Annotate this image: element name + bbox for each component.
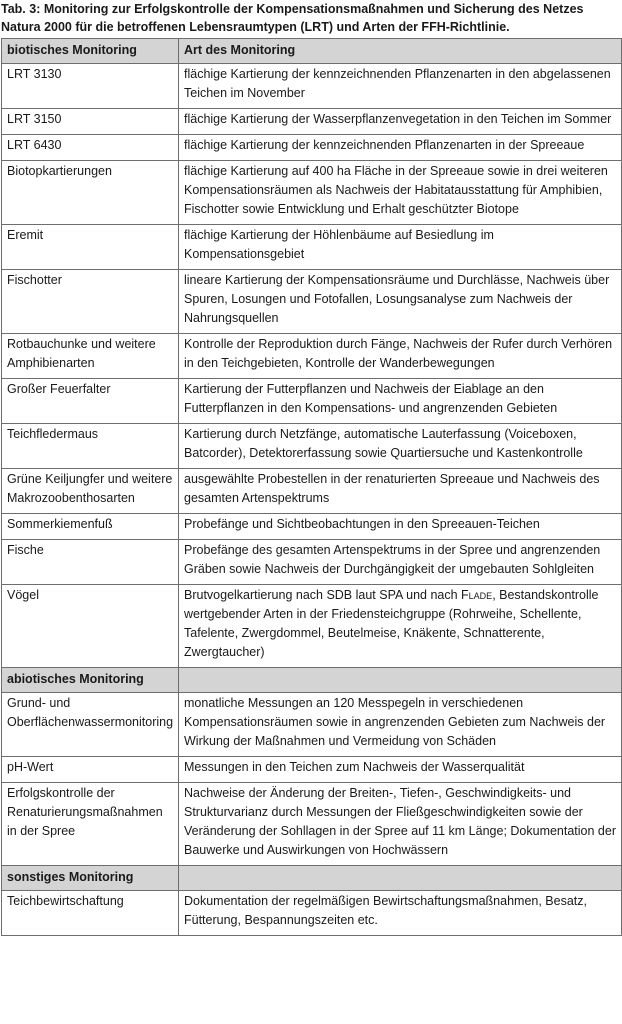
row-subject: Fische	[2, 540, 179, 585]
row-subject: Vögel	[2, 585, 179, 668]
row-method: Probefänge und Sichtbeobachtungen in den Spreeauen-Teichen	[179, 514, 622, 540]
section-header-row	[2, 866, 622, 891]
table-header-row	[2, 39, 622, 64]
row-subject: LRT 3150	[2, 109, 179, 135]
table-row	[2, 270, 622, 334]
row-subject: Biotopkartierungen	[2, 161, 179, 225]
row-subject: Rotbauchunke und weitere Amphibienarten	[2, 334, 179, 379]
section-header-empty	[179, 866, 622, 891]
table-row	[2, 225, 622, 270]
row-subject: Fischotter	[2, 270, 179, 334]
row-method: flächige Kartierung der kennzeichnenden Pflanzenarten in den abgelassenen Teichen im November	[179, 64, 622, 109]
table-row	[2, 693, 622, 757]
section-header-abiotic: abiotisches Monitoring	[2, 668, 179, 693]
row-subject: LRT 6430	[2, 135, 179, 161]
row-subject: Sommerkiemenfuß	[2, 514, 179, 540]
table-row	[2, 469, 622, 514]
section-header-other: sonstiges Monitoring	[2, 866, 179, 891]
row-method: monatliche Messungen an 120 Messpegeln in verschiedenen Kompensationsräumen sowie in angrenzenden Gebieten zum Nachweis der Wirkung der Maßnahmen und Vermeidung von Schäden	[179, 693, 622, 757]
row-method: lineare Kartierung der Kompensationsräume und Durchlässe, Nachweis über Spuren, Losungen und Fotofallen, Losungsanalyse zum Nachweis der Nahrungsquellen	[179, 270, 622, 334]
table-caption: Tab. 3: Monitoring zur Erfolgskontrolle der Kompensationsmaßnahmen und Sicherung des Netzes Natura 2000 für die betroffenen Lebensraumtypen (LRT) und Arten der FFH-Richtlinie.	[1, 2, 584, 34]
row-method: flächige Kartierung auf 400 ha Fläche in der Spreeaue sowie in drei weiteren Kompensationsräumen als Nachweis der Habitatausstattung für Amphibien, Fischotter sowie Entwicklung und Erhalt geschützter Biotope	[179, 161, 622, 225]
table-row	[2, 891, 622, 936]
row-method: flächige Kartierung der Höhlenbäume auf Besiedlung im Kompensationsgebiet	[179, 225, 622, 270]
table-row	[2, 514, 622, 540]
table-row	[2, 64, 622, 109]
table-row	[2, 379, 622, 424]
table-row	[2, 334, 622, 379]
table-row	[2, 757, 622, 783]
section-header-row	[2, 668, 622, 693]
table-row	[2, 135, 622, 161]
row-method: Dokumentation der regelmäßigen Bewirtschaftungsmaßnahmen, Besatz, Fütterung, Bespannungszeiten etc.	[179, 891, 622, 936]
row-method: Kontrolle der Reproduktion durch Fänge, Nachweis der Rufer durch Verhören in den Teichgebieten, Kontrolle der Wanderbewegungen	[179, 334, 622, 379]
row-subject: LRT 3130	[2, 64, 179, 109]
method-text: , Bestandskontrolle wertgebender Arten in der Friedensteichgruppe (Rohrweihe, Schellente, Tafelente, Zwergdommel, Beutelmeise, Knäkente, Schnatterente, Zwergtaucher)	[184, 588, 599, 659]
row-method: flächige Kartierung der Wasserpflanzenvegetation in den Teichen im Sommer	[179, 109, 622, 135]
table-row	[2, 585, 622, 668]
section-header-empty	[179, 668, 622, 693]
row-subject: Erfolgskontrolle der Renaturierungsmaßnahmen in der Spree	[2, 783, 179, 866]
row-method	[179, 585, 622, 668]
row-method: Messungen in den Teichen zum Nachweis der Wasserqualität	[179, 757, 622, 783]
row-subject: pH-Wert	[2, 757, 179, 783]
table-row	[2, 109, 622, 135]
row-subject: Grüne Keiljungfer und weitere Makrozoobenthosarten	[2, 469, 179, 514]
column-header-method: Art des Monitoring	[179, 39, 622, 64]
row-method: Kartierung durch Netzfänge, automatische Lauterfassung (Voiceboxen, Batcorder), Detektorerfassung sowie Quartiersuche und Kastenkontrolle	[179, 424, 622, 469]
method-text: Brutvogelkartierung nach SDB laut SPA und nach	[184, 588, 462, 602]
table-row	[2, 424, 622, 469]
row-method: Kartierung der Futterpflanzen und Nachweis der Eiablage an den Futterpflanzen in den Kompensations- und angrenzenden Gebieten	[179, 379, 622, 424]
row-subject: Teichbewirtschaftung	[2, 891, 179, 936]
row-method: Nachweise der Änderung der Breiten-, Tiefen-, Geschwindigkeits- und Strukturvarianz durch Messungen der Fließgeschwindigkeiten sowie der Veränderung der Sohllagen in der Spree auf 11 km Länge; Dokumentation der Bauwerke und Auswirkungen von Hochwässern	[179, 783, 622, 866]
row-subject: Teichfledermaus	[2, 424, 179, 469]
author-name: Flade	[461, 588, 493, 602]
row-method: flächige Kartierung der kennzeichnenden Pflanzenarten in der Spreeaue	[179, 135, 622, 161]
monitoring-table	[1, 38, 622, 936]
row-subject: Großer Feuerfalter	[2, 379, 179, 424]
table-row	[2, 540, 622, 585]
row-method: Probefänge des gesamten Artenspektrums in der Spree und angrenzenden Gräben sowie Nachweis der Durchgängigkeit der umgebauten Sohlgleiten	[179, 540, 622, 585]
row-subject: Grund- und Oberflächenwassermonitoring	[2, 693, 179, 757]
row-subject: Eremit	[2, 225, 179, 270]
row-method: ausgewählte Probestellen in der renaturierten Spreeaue und Nachweis des gesamten Artenspektrums	[179, 469, 622, 514]
table-row	[2, 161, 622, 225]
table-row	[2, 783, 622, 866]
column-header-biotic: biotisches Monitoring	[2, 39, 179, 64]
